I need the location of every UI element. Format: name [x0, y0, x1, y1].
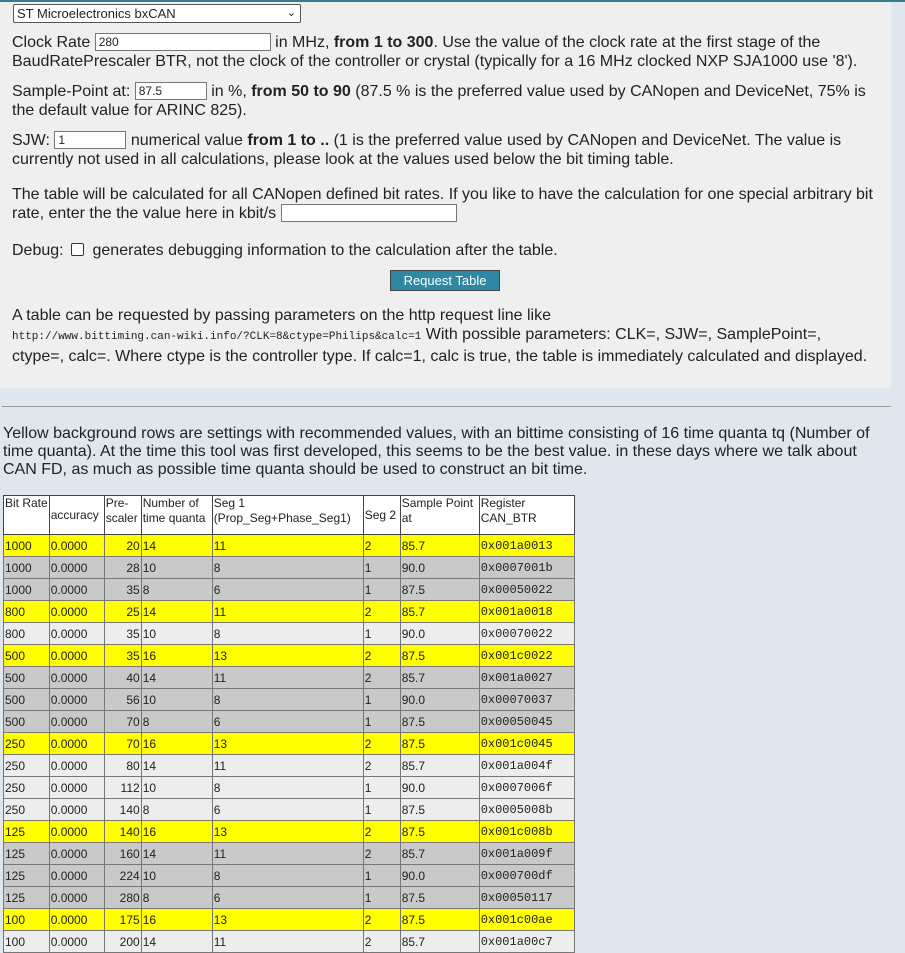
cell-sample-point: 87.5: [400, 579, 479, 601]
cell-sample-point: 87.5: [400, 733, 479, 755]
cell-bit-rate: 100: [4, 909, 50, 931]
table-row: [4, 623, 575, 645]
cell-prescaler: 70: [104, 733, 141, 755]
cell-seg2: 2: [363, 535, 400, 557]
cell-prescaler: 35: [104, 623, 141, 645]
table-row: [4, 711, 575, 733]
table-row: [4, 931, 575, 953]
cell-register: 0x00050117: [479, 887, 574, 909]
chevron-down-icon: ⌄: [286, 7, 296, 19]
cell-bit-rate: 500: [4, 645, 50, 667]
debug-row: [12, 241, 877, 260]
cell-register: 0x001c008b: [479, 821, 574, 843]
cell-accuracy: 0.0000: [49, 601, 104, 623]
request-table-button[interactable]: Request Table: [390, 270, 500, 291]
cell-bit-rate: 100: [4, 931, 50, 953]
cell-bit-rate: 250: [4, 733, 50, 755]
cell-accuracy: 0.0000: [49, 645, 104, 667]
cell-sample-point: 87.5: [400, 887, 479, 909]
table-row: [4, 557, 575, 579]
cell-sample-point: 90.0: [400, 623, 479, 645]
cell-register: 0x0005008b: [479, 799, 574, 821]
cell-time-quanta: 8: [141, 799, 212, 821]
cell-time-quanta: 16: [141, 645, 212, 667]
http-example-url: http://www.bittiming.can-wiki.info/?CLK=8&ctype=Philips&calc=1: [12, 331, 422, 343]
sjw-label: SJW:: [12, 132, 50, 149]
clock-rate-row: [12, 33, 877, 71]
cell-time-quanta: 14: [141, 667, 212, 689]
intro-text: Yellow background rows are settings with recommended values, with an bittime consisting of 16 time quanta tq (Number of time quanta). At the time this tool was first developed, this seems to be the best value. in these days where we talk about CAN FD, as much as possible time quanta should be used to construct an bit time.: [3, 425, 870, 478]
cell-time-quanta: 14: [141, 601, 212, 623]
cell-register: 0x001a0018: [479, 601, 574, 623]
cell-time-quanta: 10: [141, 623, 212, 645]
cell-time-quanta: 10: [141, 865, 212, 887]
cell-accuracy: 0.0000: [49, 799, 104, 821]
cell-accuracy: 0.0000: [49, 557, 104, 579]
cell-seg1: 6: [212, 799, 363, 821]
cell-prescaler: 56: [104, 689, 141, 711]
header-seg2: Seg 2: [363, 496, 400, 535]
cell-seg1: 8: [212, 623, 363, 645]
cell-seg2: 1: [363, 799, 400, 821]
sample-point-input[interactable]: 87.5: [135, 82, 207, 100]
sjw-row: [12, 131, 877, 169]
sample-point-label: Sample-Point at:: [12, 83, 131, 100]
sample-point-range: from 50 to 90: [251, 83, 351, 100]
table-row: [4, 887, 575, 909]
clock-rate-desc-pre: in MHz,: [275, 34, 330, 51]
header-register: Register CAN_BTR: [479, 496, 574, 535]
cell-seg2: 1: [363, 557, 400, 579]
cell-sample-point: 85.7: [400, 601, 479, 623]
cell-register: 0x001c0045: [479, 733, 574, 755]
cell-seg1: 8: [212, 777, 363, 799]
bitrate-row: [12, 185, 877, 223]
cell-seg2: 1: [363, 711, 400, 733]
cell-time-quanta: 14: [141, 755, 212, 777]
table-row: [4, 777, 575, 799]
cell-sample-point: 87.5: [400, 821, 479, 843]
cell-sample-point: 85.7: [400, 931, 479, 953]
http-info: [12, 306, 877, 366]
table-row: [4, 601, 575, 623]
cell-register: 0x001c00ae: [479, 909, 574, 931]
table-row: [4, 909, 575, 931]
cell-accuracy: 0.0000: [49, 777, 104, 799]
cell-bit-rate: 1000: [4, 535, 50, 557]
controller-select-value: ST Microelectronics bxCAN: [17, 6, 176, 21]
sample-point-desc: (87.5 % is the preferred value used by CANopen and DeviceNet, 75% is the default value for ARINC 825).: [12, 83, 866, 119]
cell-time-quanta: 10: [141, 777, 212, 799]
cell-accuracy: 0.0000: [49, 931, 104, 953]
cell-bit-rate: 125: [4, 821, 50, 843]
cell-register: 0x000700df: [479, 865, 574, 887]
sample-point-desc-pre: in %,: [211, 83, 247, 100]
table-row: [4, 535, 575, 557]
cell-bit-rate: 1000: [4, 557, 50, 579]
controller-type-select[interactable]: [13, 4, 301, 23]
cell-accuracy: 0.0000: [49, 535, 104, 557]
divider: [2, 406, 891, 407]
cell-sample-point: 85.7: [400, 843, 479, 865]
cell-seg1: 13: [212, 645, 363, 667]
cell-seg2: 1: [363, 689, 400, 711]
cell-seg1: 11: [212, 755, 363, 777]
cell-bit-rate: 500: [4, 667, 50, 689]
cell-accuracy: 0.0000: [49, 623, 104, 645]
cell-prescaler: 160: [104, 843, 141, 865]
clock-rate-input[interactable]: 280: [95, 33, 271, 51]
cell-accuracy: 0.0000: [49, 579, 104, 601]
cell-sample-point: 90.0: [400, 689, 479, 711]
cell-prescaler: 200: [104, 931, 141, 953]
cell-seg1: 6: [212, 711, 363, 733]
cell-seg1: 8: [212, 865, 363, 887]
cell-seg2: 2: [363, 821, 400, 843]
cell-seg1: 6: [212, 579, 363, 601]
cell-bit-rate: 800: [4, 623, 50, 645]
cell-sample-point: 85.7: [400, 535, 479, 557]
table-header-row: [4, 496, 575, 535]
cell-register: 0x00070037: [479, 689, 574, 711]
cell-register: 0x001a0027: [479, 667, 574, 689]
cell-seg1: 11: [212, 535, 363, 557]
cell-seg2: 2: [363, 667, 400, 689]
cell-seg1: 11: [212, 667, 363, 689]
table-row: [4, 579, 575, 601]
cell-time-quanta: 10: [141, 689, 212, 711]
cell-accuracy: 0.0000: [49, 887, 104, 909]
cell-sample-point: 90.0: [400, 777, 479, 799]
http-info-post: With possible parameters: CLK=, SJW=, SamplePoint=, ctype=, calc=. Where ctype is the controller type. If calc=1, calc is true, the table is immediately calculated and displayed.: [12, 326, 868, 365]
cell-seg2: 2: [363, 645, 400, 667]
cell-prescaler: 224: [104, 865, 141, 887]
cell-sample-point: 87.5: [400, 711, 479, 733]
cell-time-quanta: 14: [141, 931, 212, 953]
cell-sample-point: 90.0: [400, 865, 479, 887]
cell-seg1: 6: [212, 887, 363, 909]
cell-register: 0x0007006f: [479, 777, 574, 799]
table-row: [4, 645, 575, 667]
cell-prescaler: 40: [104, 667, 141, 689]
header-accuracy: accuracy: [49, 496, 104, 535]
bit-timing-table: [3, 495, 575, 953]
cell-seg2: 2: [363, 909, 400, 931]
cell-register: 0x00050022: [479, 579, 574, 601]
cell-register: 0x001a009f: [479, 843, 574, 865]
cell-sample-point: 87.5: [400, 909, 479, 931]
debug-label: Debug:: [12, 242, 64, 259]
table-row: [4, 667, 575, 689]
cell-prescaler: 28: [104, 557, 141, 579]
http-info-pre: A table can be requested by passing parameters on the http request line like: [12, 307, 552, 324]
table-row: [4, 799, 575, 821]
table-row: [4, 843, 575, 865]
cell-time-quanta: 16: [141, 821, 212, 843]
sjw-desc-pre: numerical value: [130, 132, 243, 149]
cell-seg2: 2: [363, 755, 400, 777]
cell-bit-rate: 125: [4, 887, 50, 909]
cell-prescaler: 140: [104, 821, 141, 843]
cell-accuracy: 0.0000: [49, 733, 104, 755]
cell-seg1: 13: [212, 821, 363, 843]
cell-accuracy: 0.0000: [49, 865, 104, 887]
cell-seg1: 13: [212, 733, 363, 755]
cell-time-quanta: 16: [141, 733, 212, 755]
clock-rate-desc: . Use the value of the clock rate at the first stage of the BaudRatePrescaler BTR, not the clock of the controller or crystal (typically for a 16 MHz clocked NXP SJA1000 use '8').: [12, 34, 858, 70]
cell-register: 0x001a0013: [479, 535, 574, 557]
cell-accuracy: 0.0000: [49, 689, 104, 711]
cell-sample-point: 85.7: [400, 667, 479, 689]
cell-time-quanta: 8: [141, 887, 212, 909]
cell-seg2: 1: [363, 777, 400, 799]
cell-bit-rate: 250: [4, 777, 50, 799]
cell-prescaler: 20: [104, 535, 141, 557]
cell-bit-rate: 800: [4, 601, 50, 623]
cell-sample-point: 90.0: [400, 557, 479, 579]
cell-time-quanta: 8: [141, 711, 212, 733]
cell-prescaler: 280: [104, 887, 141, 909]
cell-seg1: 11: [212, 931, 363, 953]
cell-register: 0x0007001b: [479, 557, 574, 579]
cell-seg2: 1: [363, 865, 400, 887]
cell-time-quanta: 14: [141, 535, 212, 557]
cell-prescaler: 140: [104, 799, 141, 821]
header-bit-rate: Bit Rate: [4, 496, 50, 535]
cell-prescaler: 112: [104, 777, 141, 799]
cell-seg2: 1: [363, 579, 400, 601]
cell-accuracy: 0.0000: [49, 821, 104, 843]
cell-bit-rate: 1000: [4, 579, 50, 601]
table-row: [4, 733, 575, 755]
cell-sample-point: 87.5: [400, 799, 479, 821]
cell-register: 0x001c0022: [479, 645, 574, 667]
cell-bit-rate: 125: [4, 843, 50, 865]
table-row: [4, 689, 575, 711]
table-body: [4, 535, 575, 953]
cell-seg2: 2: [363, 601, 400, 623]
clock-rate-label: Clock Rate: [12, 34, 91, 51]
cell-accuracy: 0.0000: [49, 909, 104, 931]
bitrate-text: The table will be calculated for all CANopen defined bit rates. If you like to have the calculation for one special arbitrary bit rate, enter the the value here in kbit/s: [12, 186, 873, 222]
sjw-input[interactable]: 1: [54, 131, 126, 149]
cell-register: 0x001a00c7: [479, 931, 574, 953]
sjw-desc: (1 is the preferred value used by CANopen and DeviceNet. The value is currently not used in all calculations, please look at the values used below the bit timing table.: [12, 132, 842, 168]
cell-seg2: 2: [363, 843, 400, 865]
cell-bit-rate: 250: [4, 755, 50, 777]
bitrate-input[interactable]: [281, 204, 457, 222]
cell-time-quanta: 10: [141, 557, 212, 579]
table-row: [4, 755, 575, 777]
cell-bit-rate: 500: [4, 689, 50, 711]
settings-form: [0, 2, 891, 388]
sjw-range: from 1 to ..: [247, 132, 330, 149]
cell-seg1: 13: [212, 909, 363, 931]
cell-prescaler: 175: [104, 909, 141, 931]
sample-point-row: [12, 82, 877, 120]
cell-bit-rate: 250: [4, 799, 50, 821]
cell-prescaler: 35: [104, 645, 141, 667]
cell-seg1: 8: [212, 557, 363, 579]
cell-seg2: 2: [363, 733, 400, 755]
cell-time-quanta: 8: [141, 579, 212, 601]
cell-prescaler: 25: [104, 601, 141, 623]
cell-seg1: 11: [212, 843, 363, 865]
debug-checkbox[interactable]: [71, 243, 84, 256]
cell-prescaler: 35: [104, 579, 141, 601]
cell-register: 0x00050045: [479, 711, 574, 733]
cell-bit-rate: 500: [4, 711, 50, 733]
cell-register: 0x00070022: [479, 623, 574, 645]
cell-seg1: 8: [212, 689, 363, 711]
cell-sample-point: 87.5: [400, 645, 479, 667]
cell-seg2: 1: [363, 887, 400, 909]
clock-rate-range: from 1 to 300: [333, 34, 434, 51]
cell-seg2: 2: [363, 931, 400, 953]
header-sample-point: Sample Point at: [400, 496, 479, 535]
cell-seg2: 1: [363, 623, 400, 645]
cell-register: 0x001a004f: [479, 755, 574, 777]
cell-bit-rate: 125: [4, 865, 50, 887]
cell-accuracy: 0.0000: [49, 667, 104, 689]
debug-desc: generates debugging information to the calculation after the table.: [92, 242, 558, 259]
header-seg1: Seg 1 (Prop_Seg+Phase_Seg1): [212, 496, 363, 535]
cell-sample-point: 85.7: [400, 755, 479, 777]
cell-accuracy: 0.0000: [49, 843, 104, 865]
table-row: [4, 865, 575, 887]
cell-prescaler: 80: [104, 755, 141, 777]
cell-seg1: 11: [212, 601, 363, 623]
cell-time-quanta: 14: [141, 843, 212, 865]
header-time-quanta: Number of time quanta: [141, 496, 212, 535]
cell-prescaler: 70: [104, 711, 141, 733]
cell-time-quanta: 16: [141, 909, 212, 931]
cell-accuracy: 0.0000: [49, 711, 104, 733]
table-row: [4, 821, 575, 843]
cell-accuracy: 0.0000: [49, 755, 104, 777]
header-prescaler: Pre-scaler: [104, 496, 141, 535]
